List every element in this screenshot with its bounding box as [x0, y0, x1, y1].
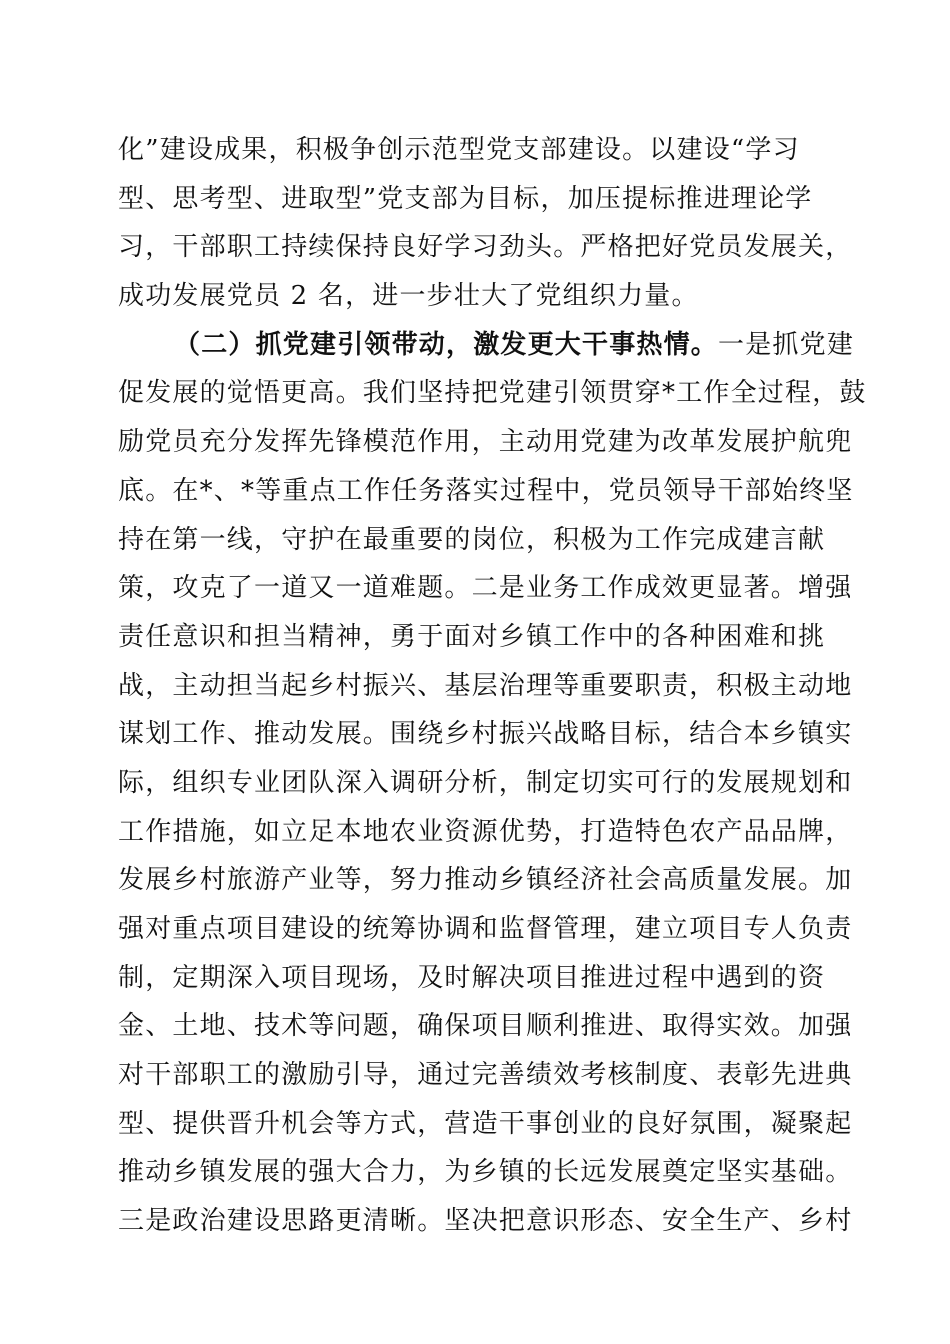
p2-line-1-rest: 一是抓党建	[718, 329, 855, 360]
p2-line-7: 责任意识和担当精神，勇于面对乡镇工作中的各种困难和挑	[118, 621, 826, 652]
p2-line-2: 促发展的觉悟更高。我们坚持把党建引领贯穿*工作全过程，鼓	[118, 378, 867, 409]
p2-line-13: 强对重点项目建设的统筹协调和监督管理，建立项目专人负责	[118, 914, 853, 944]
p2-line-18: 推动乡镇发展的强大合力，为乡镇的长远发展奠定坚实基础。	[118, 1157, 853, 1188]
section-heading: （二）抓党建引领带动，激发更大干事热情。	[174, 329, 719, 360]
p2-line-5: 持在第一线，守护在最重要的岗位，积极为工作完成建言献	[118, 524, 826, 555]
document-body	[118, 126, 867, 1246]
p2-line-9: 谋划工作、推动发展。围绕乡村振兴战略目标，结合本乡镇实	[118, 719, 853, 750]
p2-line-6: 策，攻克了一道又一道难题。二是业务工作成效更显著。增强	[118, 573, 853, 604]
p2-line-4: 底。在*、*等重点工作任务落实过程中，党员领导干部始终坚	[118, 475, 854, 506]
p1-line-3: 习，干部职工持续保持良好学习劲头。严格把好党员发展关，	[118, 232, 853, 263]
p2-line-16: 对干部职工的激励引导，通过完善绩效考核制度、表彰先进典	[118, 1060, 853, 1091]
p1-line-4: 成功发展党员 2 名，进一步壮大了党组织力量。	[118, 281, 699, 312]
p2-line-14: 制，定期深入项目现场，及时解决项目推进过程中遇到的资	[118, 962, 826, 993]
p1-line-2: 型、思考型、进取型”党支部为目标，加压提标推进理论学	[118, 183, 813, 214]
p2-line-17: 型、提供晋升机会等方式，营造干事创业的良好氛围，凝聚起	[118, 1108, 853, 1139]
p1-line-1: 化”建设成果，积极争创示范型党支部建设。以建设“学习	[118, 135, 800, 165]
p2-line-15: 金、土地、技术等问题，确保项目顺利推进、取得实效。加强	[118, 1011, 853, 1042]
p2-line-19: 三是政治建设思路更清晰。坚决把意识形态、安全生产、乡村	[118, 1206, 853, 1237]
p2-line-11: 工作措施，如立足本地农业资源优势，打造特色农产品品牌，	[118, 816, 853, 847]
p2-line-8: 战，主动担当起乡村振兴、基层治理等重要职责，积极主动地	[118, 670, 853, 701]
p2-line-1	[118, 321, 855, 370]
p2-line-12: 发展乡村旅游产业等，努力推动乡镇经济社会高质量发展。加	[118, 865, 853, 896]
p2-line-3: 励党员充分发挥先锋模范作用，主动用党建为改革发展护航兜	[118, 427, 853, 458]
p2-line-10: 际，组织专业团队深入调研分析，制定切实可行的发展规划和	[118, 767, 853, 798]
